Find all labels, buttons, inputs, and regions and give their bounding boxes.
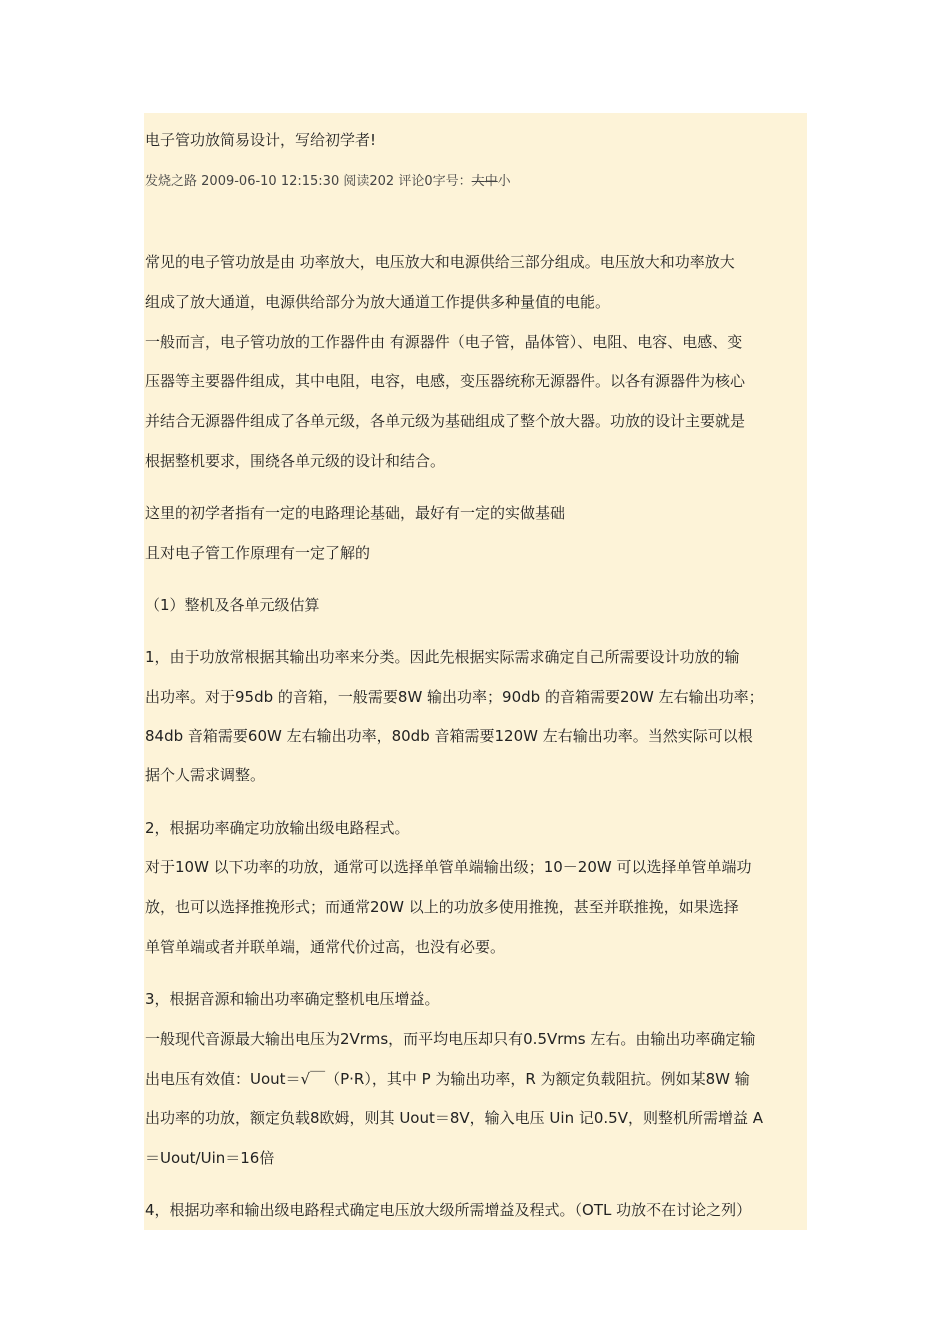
- body-line: 对于10W 以下功率的功放，通常可以选择单管单端输出级；10－20W 可以选择单管单端功: [145, 858, 752, 876]
- body-line: 组成了放大通道，电源供给部分为放大通道工作提供多种量值的电能。: [145, 293, 611, 311]
- body-line: 出功率。对于95db 的音箱，一般需要8W 输出功率；90db 的音箱需要20W 左右输出功率；: [145, 688, 764, 706]
- body-line: 并结合无源器件组成了各单元级，各单元级为基础组成了整个放大器。功放的设计主要就是: [145, 412, 746, 430]
- font-medium-button[interactable]: 中: [484, 174, 498, 189]
- article-title: 电子管功放简易设计，写给初学者!: [145, 131, 377, 149]
- section-heading: （1）整机及各单元级估算: [145, 596, 320, 614]
- author-link[interactable]: 发烧之路: [145, 174, 198, 189]
- comment-count[interactable]: 评论0: [398, 174, 433, 189]
- body-line: 这里的初学者指有一定的电路理论基础，最好有一定的实做基础: [145, 504, 566, 522]
- body-line: 84db 音箱需要60W 左右输出功率，80db 音箱需要120W 左右输出功率。当然实际可以根: [145, 727, 753, 745]
- body-line: 常见的电子管功放是由 功率放大，电压放大和电源供给三部分组成。电压放大和功率放大: [145, 253, 735, 271]
- body-line: 1，由于功放常根据其输出功率来分类。因此先根据实际需求确定自己所需要设计功放的输: [145, 648, 740, 666]
- body-line: 压器等主要器件组成，其中电阻，电容，电感，变压器统称无源器件。以各有源器件为核心: [145, 372, 746, 390]
- body-line: 2，根据功率确定功放输出级电路程式。: [145, 819, 410, 837]
- body-line: ＝Uout/Uin＝16倍: [145, 1149, 275, 1167]
- body-line: 3，根据音源和输出功率确定整机电压增益。: [145, 990, 440, 1008]
- body-line: 放，也可以选择推挽形式；而通常20W 以上的功放多使用推挽，甚至并联推挽，如果选择: [145, 898, 739, 916]
- font-large-button[interactable]: 大: [471, 174, 485, 189]
- read-count: 阅读202: [343, 174, 395, 189]
- body-line: 且对电子管工作原理有一定了解的: [145, 544, 371, 562]
- body-line: 据个人需求调整。: [145, 766, 266, 784]
- body-line: 一般而言，电子管功放的工作器件由 有源器件（电子管，晶体管）、电阻、电容、电感、变: [145, 333, 743, 351]
- body-line: 4，根据功率和输出级电路程式确定电压放大级所需增益及程式。（OTL 功放不在讨论之列）: [145, 1201, 752, 1219]
- article-panel: [144, 113, 807, 1230]
- font-small-button[interactable]: 小: [497, 174, 511, 189]
- body-line: 根据整机要求，围绕各单元级的设计和结合。: [145, 452, 446, 470]
- post-datetime: 2009-06-10 12:15:30: [201, 174, 340, 189]
- body-line: 出电压有效值：Uout＝√￣（P·R），其中 P 为输出功率，R 为额定负载阻抗。例如某8W 输: [145, 1070, 750, 1088]
- article-meta: [145, 172, 511, 192]
- body-line: 出功率的功放，额定负载8欧姆，则其 Uout＝8V，输入电压 Uin 记0.5V，则整机所需增益 A: [145, 1109, 763, 1127]
- body-line: 单管单端或者并联单端，通常代价过高，也没有必要。: [145, 938, 506, 956]
- font-size-label: 字号：: [432, 174, 472, 189]
- body-line: 一般现代音源最大输出电压为2Vrms，而平均电压却只有0.5Vrms 左右。由输出功率确定输: [145, 1030, 756, 1048]
